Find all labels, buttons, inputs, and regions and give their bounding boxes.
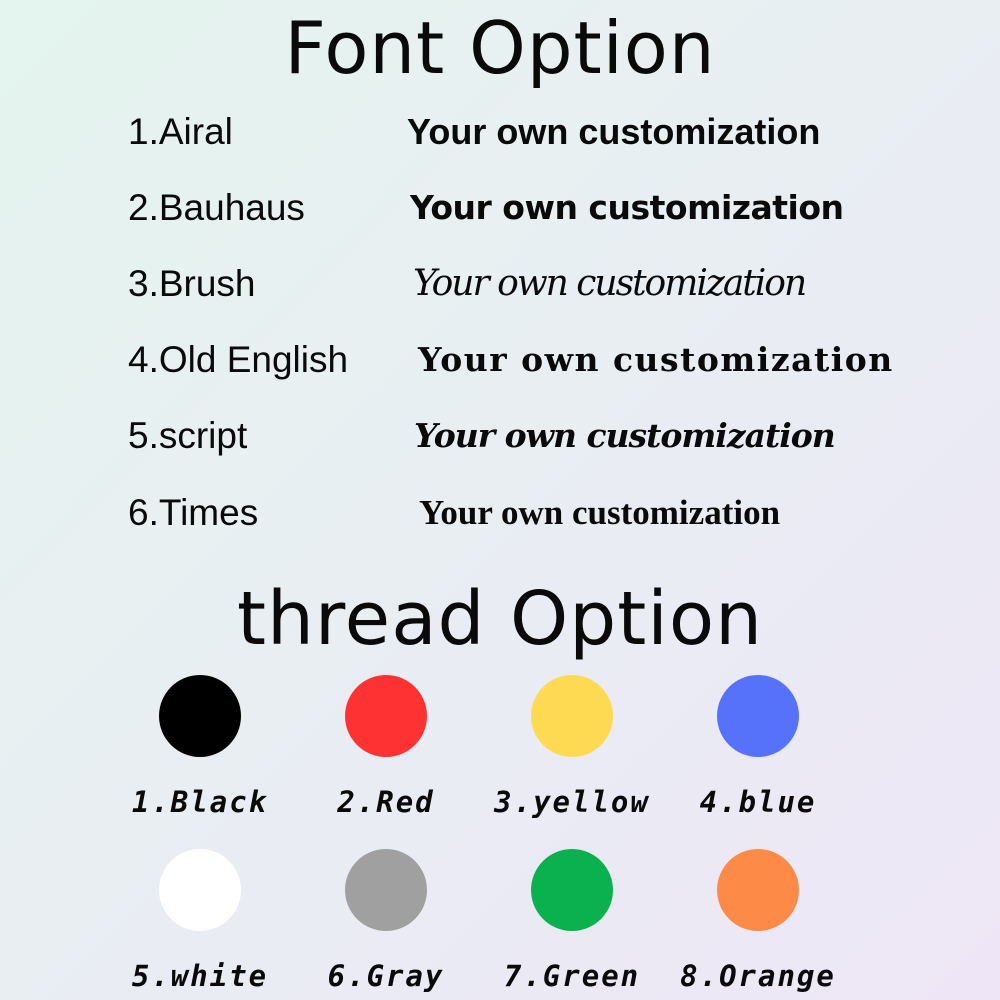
thread-swatch-black[interactable] (159, 675, 241, 757)
font-option-row[interactable] (0, 102, 1000, 162)
thread-label: 8.Orange (680, 959, 836, 993)
thread-swatch-yellow[interactable] (531, 675, 613, 757)
font-option-row[interactable] (0, 406, 1000, 466)
thread-label: 1.Black (131, 785, 269, 819)
font-option-row[interactable] (0, 254, 1000, 314)
font-option-row[interactable] (0, 330, 1000, 390)
font-option-row[interactable] (0, 178, 1000, 238)
thread-swatch-white[interactable] (159, 849, 241, 931)
thread-swatch-blue[interactable] (717, 675, 799, 757)
font-sample-text: Your own customization (410, 188, 844, 227)
font-sample-text: Your own customization (419, 493, 781, 532)
thread-label: 4.blue (699, 785, 817, 819)
font-sample-text: Your own customization (413, 263, 806, 304)
thread-swatch-orange[interactable] (717, 849, 799, 931)
font-option-title: Font Option (284, 6, 716, 90)
thread-swatch-gray[interactable] (345, 849, 427, 931)
thread-label: 7.Green (503, 959, 641, 993)
font-option-name: 5.script (128, 415, 248, 456)
thread-label: 2.Red (337, 785, 435, 819)
thread-swatch-green[interactable] (531, 849, 613, 931)
font-option-row[interactable] (0, 483, 1000, 543)
font-option-name: 1.Airal (128, 111, 233, 152)
font-option-name: 3.Brush (128, 263, 256, 304)
thread-label: 3.yellow (494, 785, 650, 819)
thread-label: 5.white (131, 959, 269, 993)
thread-swatch-red[interactable] (345, 675, 427, 757)
font-sample-text: Your own customization (407, 111, 821, 152)
thread-option-title: thread Option (236, 576, 764, 662)
font-option-name: 6.Times (128, 492, 259, 533)
font-sample-text: Your own customization (414, 416, 835, 455)
font-option-name: 4.Old English (128, 339, 349, 380)
font-option-name: 2.Bauhaus (128, 187, 305, 228)
font-sample-text: Your own customization (418, 340, 894, 379)
thread-label: 6.Gray (327, 959, 445, 993)
